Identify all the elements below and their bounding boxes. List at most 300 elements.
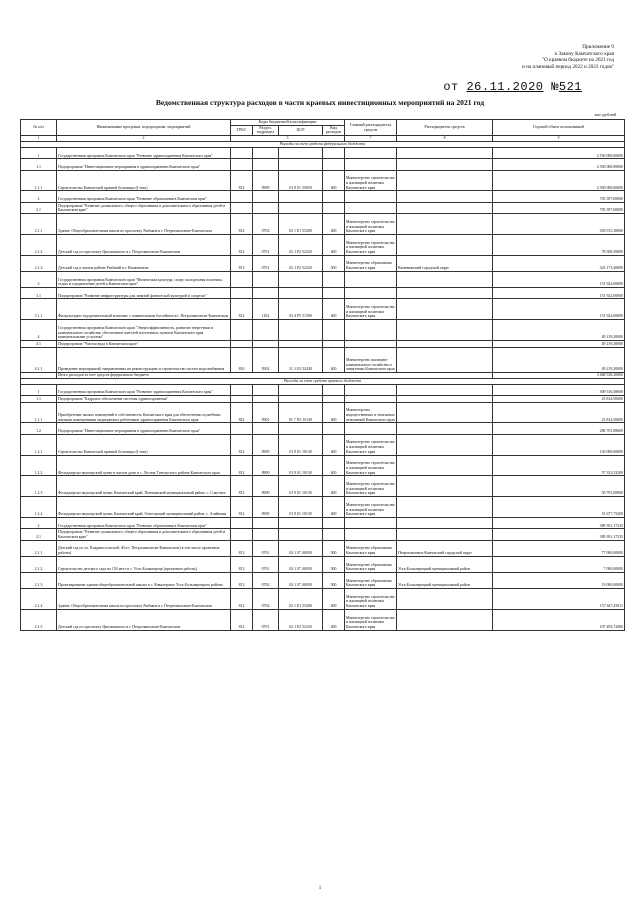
column-number: 2: [57, 136, 231, 142]
row-amount: 151 922,00000: [493, 287, 625, 298]
row-csr: [279, 395, 323, 402]
row-recipient: [397, 170, 493, 191]
section-heading: Расходы за счет средств федерального бюджета: [21, 142, 625, 148]
header-name: Наименование программ, подпрограмм, мероприятий: [57, 120, 231, 136]
row-amount: 157 647,45911: [493, 589, 625, 610]
row-amount: 389 391,17235: [493, 517, 625, 528]
table-row: [21, 170, 625, 191]
table-row: [21, 395, 625, 402]
row-grbs: [231, 202, 253, 213]
row-distributor: Министерство строительства и жилищной политики Камчатского края: [345, 234, 397, 255]
row-recipient: [397, 147, 493, 158]
row-num: 3: [21, 271, 57, 287]
row-distributor: [345, 340, 397, 347]
header-vr: Вид расходов: [323, 125, 345, 135]
row-amount: 7 000,00000: [493, 556, 625, 572]
row-amount: 49 219,20000: [493, 320, 625, 341]
row-name: Государственная программа Камчатского края "Физическая культура, спорт, молодежная политика, отдых и оздоровление детей в Камчатском крае": [57, 271, 231, 287]
row-csr: 01 9 01 55830: [279, 170, 323, 191]
row-distributor: Министерство строительства и жилищной политики Камчатского края: [345, 299, 397, 320]
row-amount: 2 500 000,00000: [493, 159, 625, 170]
row-csr: [279, 517, 323, 528]
row-amount: 23 814,50000: [493, 402, 625, 423]
row-distributor: Министерство строительства и жилищной политики Камчатского края: [345, 589, 397, 610]
row-name: Государственная программа Камчатского края "Развитие образования в Камчатском крае": [57, 191, 231, 202]
row-csr: [279, 384, 323, 395]
row-vr: [323, 202, 345, 213]
row-vr: [323, 320, 345, 341]
row-amount: 303 915,30000: [493, 214, 625, 235]
row-distributor: Министерство образования Камчатского края: [345, 572, 397, 588]
row-amount: 2 530 000,00000: [493, 147, 625, 158]
row-grbs: 812: [231, 434, 253, 455]
row-csr: [279, 529, 323, 540]
row-name: Подпрограмма "Развитие дошкольного, общего образования и дополнительного образования детей в Камчатском крае": [57, 529, 231, 540]
row-distributor: Министерство строительства и жилищной политики Камчатского края: [345, 609, 397, 630]
budget-table: [20, 119, 625, 631]
row-vr: [323, 340, 345, 347]
row-name: Подпрограмма "Инвестиционные мероприятия в здравоохранении Камчатского края": [57, 423, 231, 434]
row-recipient: Петропавловск-Камчатский городской округ: [397, 540, 493, 556]
row-amount: 50 791,00000: [493, 476, 625, 497]
row-csr: [279, 287, 323, 298]
stamp-prefix: от: [443, 80, 459, 94]
row-razdel: [253, 287, 279, 298]
row-num: 2: [21, 517, 57, 528]
row-recipient: [397, 517, 493, 528]
row-vr: 400: [323, 476, 345, 497]
row-distributor: Министерство образования Камчатского края: [345, 540, 397, 556]
row-amount: 389 391,17235: [493, 529, 625, 540]
row-num: 2.1.2: [21, 234, 57, 255]
row-name: Детский сад в жилом районе Рыбачий в г. Вилючинске: [57, 255, 231, 271]
row-num: 2: [21, 191, 57, 202]
column-number: 7: [345, 136, 397, 142]
row-csr: 01 7 N5 10130: [279, 402, 323, 423]
table-row: [21, 572, 625, 588]
stamp-sign: №: [551, 80, 559, 94]
row-amount: 309 516,38600: [493, 384, 625, 395]
table-row: [21, 214, 625, 235]
row-vr: [323, 271, 345, 287]
row-razdel: 1102: [253, 299, 279, 320]
row-vr: 400: [323, 497, 345, 518]
row-csr: 02 1 07 40030: [279, 556, 323, 572]
row-recipient: [397, 434, 493, 455]
row-razdel: 0701: [253, 609, 279, 630]
row-csr: 02 1 E1 55200: [279, 214, 323, 235]
row-csr: 02 1 P2 52320: [279, 255, 323, 271]
row-vr: [323, 287, 345, 298]
row-name: Строительство Камчатской краевой больницы (I этап): [57, 434, 231, 455]
row-recipient: [397, 159, 493, 170]
row-grbs: 813: [231, 556, 253, 572]
row-num: 4: [21, 320, 57, 341]
row-grbs: [231, 320, 253, 341]
header-razdel: Раздел, подраздел: [253, 125, 279, 135]
row-recipient: [397, 287, 493, 298]
row-amount: 2 500 000,00000: [493, 170, 625, 191]
row-num: 2.1: [21, 529, 57, 540]
row-recipient: [397, 609, 493, 630]
row-csr: [279, 202, 323, 213]
row-csr: 11 3 G5 52430: [279, 347, 323, 373]
row-grbs: 813: [231, 540, 253, 556]
row-grbs: 812: [231, 589, 253, 610]
row-num: 2.1.3: [21, 255, 57, 271]
row-vr: 500: [323, 556, 345, 572]
row-amount: 286 701,88600: [493, 423, 625, 434]
table-row: [21, 556, 625, 572]
units-label: тыс.рублей: [594, 112, 616, 117]
row-razdel: [253, 340, 279, 347]
row-razdel: 0702: [253, 214, 279, 235]
row-name: Детский сад по проспекту Циолковского в г. Петропавловске-Камчатском: [57, 609, 231, 630]
section-heading: Расходы за счет средств краевого бюджета: [21, 378, 625, 384]
row-razdel: 0701: [253, 540, 279, 556]
row-vr: [323, 384, 345, 395]
row-vr: [323, 147, 345, 158]
row-num: 2.1: [21, 202, 57, 213]
row-num: 1: [21, 384, 57, 395]
row-name: Строительство Камчатской краевой больницы (I этап): [57, 170, 231, 191]
row-num: 1.2.3: [21, 476, 57, 497]
row-vr: 500: [323, 540, 345, 556]
table-row: [21, 540, 625, 556]
row-recipient: [397, 384, 493, 395]
row-recipient: [397, 191, 493, 202]
row-num: 1.2.4: [21, 497, 57, 518]
row-amount: 77 000,00000: [493, 540, 625, 556]
row-name: Детский сад по проспекту Циолковского в г. Петропавловске-Камчатском: [57, 234, 231, 255]
row-grbs: [231, 423, 253, 434]
row-name: Государственная программа Камчатского края "Энергоэффективность, развитие энергетики и коммунального хозяйства, обеспечение жителей населенных пунктов Камчатского края коммунальными услугами": [57, 320, 231, 341]
row-recipient: [397, 271, 493, 287]
total-amount: 3 468 538,20000: [493, 373, 625, 379]
row-razdel: 0702: [253, 589, 279, 610]
stamp-date: 26.11.2020: [466, 80, 544, 94]
row-razdel: 0909: [253, 455, 279, 476]
row-num: 1.1: [21, 395, 57, 402]
row-num: 2.1.4: [21, 589, 57, 610]
row-num: 2.1.2: [21, 556, 57, 572]
row-recipient: [397, 455, 493, 476]
row-grbs: [231, 147, 253, 158]
row-csr: [279, 147, 323, 158]
row-vr: 500: [323, 572, 345, 588]
row-name: Здание, Общеобразовательная школа по проспекту Рыбаков в г. Петропавловске-Камчатском: [57, 589, 231, 610]
row-distributor: [345, 147, 397, 158]
row-csr: 01 9 01 10130: [279, 497, 323, 518]
row-name: Подпрограмма "Развитие инфраструктуры для занятий физической культурой и спортом": [57, 287, 231, 298]
row-distributor: Министерство образования Камчатского края: [345, 255, 397, 271]
row-razdel: 0701: [253, 556, 279, 572]
row-distributor: Министерство строительства и жилищной политики Камчатского края: [345, 170, 397, 191]
row-amount: 19 000,00000: [493, 572, 625, 588]
row-distributor: Министерство строительства и жилищной политики Камчатского края: [345, 497, 397, 518]
row-amount: 151 922,00000: [493, 299, 625, 320]
row-csr: [279, 191, 323, 202]
table-row: [21, 340, 625, 347]
row-razdel: [253, 517, 279, 528]
row-name: Приобретение жилых помещений в собственность Камчатского края для обеспечения служебным жилыми помещениями медицинских работников здравоохранения Камчатского края: [57, 402, 231, 423]
table-row: [21, 320, 625, 341]
row-csr: 02 1 P2 52320: [279, 609, 323, 630]
row-name: Здание, Общеобразовательная школа по проспекту Рыбаков в г. Петропавловске-Камчатском: [57, 214, 231, 235]
annex-line: "О краевом бюджете на 2021 год: [541, 57, 614, 64]
row-csr: 01 9 01 10130: [279, 476, 323, 497]
header-recipient: Распорядитель средств: [397, 120, 493, 136]
row-recipient: [397, 395, 493, 402]
annex-line: и на плановый период 2022 и 2023 годов": [522, 63, 614, 70]
row-razdel: [253, 320, 279, 341]
table-row: [21, 299, 625, 320]
row-csr: 02 1 E1 55200: [279, 589, 323, 610]
row-razdel: [253, 191, 279, 202]
table-row: [21, 476, 625, 497]
row-amount: 705 397,00000: [493, 191, 625, 202]
row-vr: 400: [323, 455, 345, 476]
row-recipient: [397, 497, 493, 518]
row-vr: 500: [323, 255, 345, 271]
row-name: Фельдшерско-акушерский пункт, Камчатский край, Олюторский муниципальный район, с. Ачайваям: [57, 497, 231, 518]
stamp-number: 521: [558, 80, 582, 94]
row-csr: 01 9 01 10130: [279, 455, 323, 476]
row-csr: [279, 320, 323, 341]
row-razdel: 0701: [253, 234, 279, 255]
table-row: [21, 589, 625, 610]
row-recipient: [397, 299, 493, 320]
row-distributor: [345, 395, 397, 402]
row-csr: [279, 159, 323, 170]
table-row: [21, 609, 625, 630]
document-title: Ведомственная структура расходов в части краевых инвестиционных мероприятий на 2021 год: [155, 98, 485, 107]
row-csr: 03 4 P5 51390: [279, 299, 323, 320]
column-number: 9: [493, 136, 625, 142]
row-vr: 400: [323, 347, 345, 373]
row-razdel: [253, 159, 279, 170]
row-distributor: Министерство имущественных и земельных отношений Камчатского края: [345, 402, 397, 423]
row-amount: 78 308,50000: [493, 234, 625, 255]
row-name: Подпрограмма "Развитие дошкольного, общего образования и дополнительного образования детей в Камчатском крае": [57, 202, 231, 213]
row-grbs: 813: [231, 255, 253, 271]
row-distributor: [345, 271, 397, 287]
row-grbs: [231, 287, 253, 298]
row-amount: 23 814,50000: [493, 395, 625, 402]
row-num: 2.1.1: [21, 214, 57, 235]
row-recipient: [397, 476, 493, 497]
table-row: [21, 517, 625, 528]
row-recipient: [397, 340, 493, 347]
row-amount: 323 173,40000: [493, 255, 625, 271]
row-amount: 49 219,20000: [493, 340, 625, 347]
row-grbs: [231, 529, 253, 540]
row-distributor: Министерство строительства и жилищной политики Камчатского края: [345, 214, 397, 235]
row-distributor: Министерство строительства и жилищной политики Камчатского края: [345, 455, 397, 476]
row-grbs: 812: [231, 609, 253, 630]
row-name: Строительство детского сада на 150 мест в с. Усть-Большерецк (проектные работы): [57, 556, 231, 572]
row-name: Государственная программа Камчатского края "Развитие образования в Камчатском крае": [57, 517, 231, 528]
row-razdel: 0909: [253, 476, 279, 497]
row-amount: 150 000,00000: [493, 434, 625, 455]
row-num: 1: [21, 147, 57, 158]
row-name: Детский сад по ул. Владивостокской, 40 в г. Петропавловске-Камчатском (в том числе проектные работы): [57, 540, 231, 556]
row-razdel: [253, 202, 279, 213]
row-num: 4.1: [21, 340, 57, 347]
row-csr: 02 1 P2 52320: [279, 234, 323, 255]
row-name: Подпрограмма "Инвестиционные мероприятия в здравоохранении Камчатского края": [57, 159, 231, 170]
row-vr: [323, 159, 345, 170]
row-grbs: 810: [231, 347, 253, 373]
header-csr: ЦСР: [279, 125, 323, 135]
row-grbs: 812: [231, 455, 253, 476]
row-razdel: [253, 271, 279, 287]
row-vr: [323, 529, 345, 540]
row-distributor: Министерство жилищно-коммунального хозяйства и энергетики Камчатского края: [345, 347, 397, 373]
row-grbs: 812: [231, 234, 253, 255]
row-vr: 400: [323, 214, 345, 235]
row-vr: [323, 517, 345, 528]
row-distributor: [345, 529, 397, 540]
row-distributor: [345, 191, 397, 202]
row-grbs: 812: [231, 497, 253, 518]
row-name: Физкультурно-оздоровительный комплекс с плавательным бассейном в г. Петропавловске-Камчатском: [57, 299, 231, 320]
row-recipient: [397, 347, 493, 373]
table-row: [21, 529, 625, 540]
table-row: [21, 287, 625, 298]
row-name: Подпрограмма "Чистая вода в Камчатском крае": [57, 340, 231, 347]
table-row: [21, 191, 625, 202]
row-csr: 02 1 07 40030: [279, 540, 323, 556]
row-vr: 400: [323, 402, 345, 423]
header-distributor: Главный распорядитель средств: [345, 120, 397, 136]
row-razdel: 0909: [253, 434, 279, 455]
row-recipient: Усть-Большерецкий муниципальный район: [397, 572, 493, 588]
row-csr: [279, 423, 323, 434]
table-row: [21, 455, 625, 476]
row-vr: 400: [323, 234, 345, 255]
row-name: Проведение мероприятий, направленных на реконструкцию и строительство систем водоснабжения: [57, 347, 231, 373]
row-csr: [279, 271, 323, 287]
row-recipient: [397, 589, 493, 610]
row-distributor: [345, 423, 397, 434]
row-recipient: [397, 202, 493, 213]
row-grbs: 812: [231, 214, 253, 235]
row-grbs: [231, 395, 253, 402]
row-razdel: [253, 395, 279, 402]
row-distributor: [345, 287, 397, 298]
row-razdel: 0702: [253, 572, 279, 588]
row-razdel: 0502: [253, 347, 279, 373]
annex-line: к Закону Камчатского края: [554, 50, 614, 57]
row-recipient: [397, 234, 493, 255]
column-number: 1: [21, 136, 57, 142]
table-row: [21, 402, 625, 423]
row-amount: 31 677,75200: [493, 497, 625, 518]
row-grbs: 812: [231, 299, 253, 320]
row-distributor: Министерство строительства и жилищной политики Камчатского края: [345, 476, 397, 497]
row-recipient: [397, 320, 493, 341]
row-name: Фельдшерско-акушерский пункт, Камчатский край, Пенжинский муниципальный район, с. Слаутное: [57, 476, 231, 497]
row-grbs: 822: [231, 402, 253, 423]
row-distributor: [345, 202, 397, 213]
row-num: 1.1.1: [21, 170, 57, 191]
row-grbs: [231, 271, 253, 287]
header-grbs: ГРБС: [231, 125, 253, 135]
row-vr: 400: [323, 170, 345, 191]
page-number: 1: [318, 886, 322, 891]
annex-block: [404, 44, 614, 70]
row-num: 1.2.2: [21, 455, 57, 476]
table-row: [21, 271, 625, 287]
row-num: 2.1.3: [21, 572, 57, 588]
row-distributor: [345, 384, 397, 395]
row-name: Фельдшерско-акушерский пункт в жилом доме в с. Лесная Тигильского района Камчатского края: [57, 455, 231, 476]
row-grbs: 812: [231, 476, 253, 497]
table-row: [21, 147, 625, 158]
row-vr: 400: [323, 299, 345, 320]
row-distributor: [345, 320, 397, 341]
row-recipient: [397, 214, 493, 235]
row-distributor: Министерство строительства и жилищной политики Камчатского края: [345, 434, 397, 455]
row-amount: 49 219,20000: [493, 347, 625, 373]
row-grbs: 813: [231, 572, 253, 588]
row-num: 1.1: [21, 159, 57, 170]
row-amount: 57 333,33200: [493, 455, 625, 476]
row-recipient: [397, 423, 493, 434]
table-row: [21, 434, 625, 455]
row-csr: [279, 340, 323, 347]
row-grbs: 812: [231, 170, 253, 191]
row-num: 3.1.1: [21, 299, 57, 320]
table-row: [21, 347, 625, 373]
table-row: [21, 384, 625, 395]
row-recipient: Вилючинский городской округ: [397, 255, 493, 271]
row-vr: [323, 423, 345, 434]
row-vr: 400: [323, 609, 345, 630]
row-distributor: [345, 159, 397, 170]
date-number-stamp: [443, 80, 582, 94]
table-row: [21, 202, 625, 213]
row-razdel: 0901: [253, 402, 279, 423]
row-grbs: [231, 517, 253, 528]
row-amount: 705 397,00000: [493, 202, 625, 213]
row-amount: 107 493,72080: [493, 609, 625, 630]
header-amount: Годовой объем ассигнований: [493, 120, 625, 136]
row-grbs: [231, 191, 253, 202]
annex-line: Приложение 9: [582, 44, 614, 50]
row-num: 1.1.1: [21, 402, 57, 423]
row-vr: 400: [323, 434, 345, 455]
table-body: [21, 136, 625, 631]
row-recipient: Усть-Большерецкий муниципальный район: [397, 556, 493, 572]
header-codes: Коды бюджетной классификации: [231, 120, 345, 126]
row-name: Проектирование здания общеобразовательной школы в с. Кавалерское Усть-Большерецкого района: [57, 572, 231, 588]
row-razdel: 0701: [253, 255, 279, 271]
row-grbs: [231, 159, 253, 170]
row-recipient: [397, 529, 493, 540]
row-num: 2.1.1: [21, 540, 57, 556]
table-row: [21, 423, 625, 434]
row-csr: 01 9 01 10130: [279, 434, 323, 455]
row-razdel: 0909: [253, 170, 279, 191]
row-grbs: [231, 340, 253, 347]
row-name: Государственная программа Камчатского края "Развитие здравоохранения Камчатского края": [57, 147, 231, 158]
row-razdel: [253, 384, 279, 395]
row-amount: 151 922,00000: [493, 271, 625, 287]
row-num: 2.1.5: [21, 609, 57, 630]
total-label: Итого расходов за счет средств федерального бюджета: [57, 373, 493, 379]
